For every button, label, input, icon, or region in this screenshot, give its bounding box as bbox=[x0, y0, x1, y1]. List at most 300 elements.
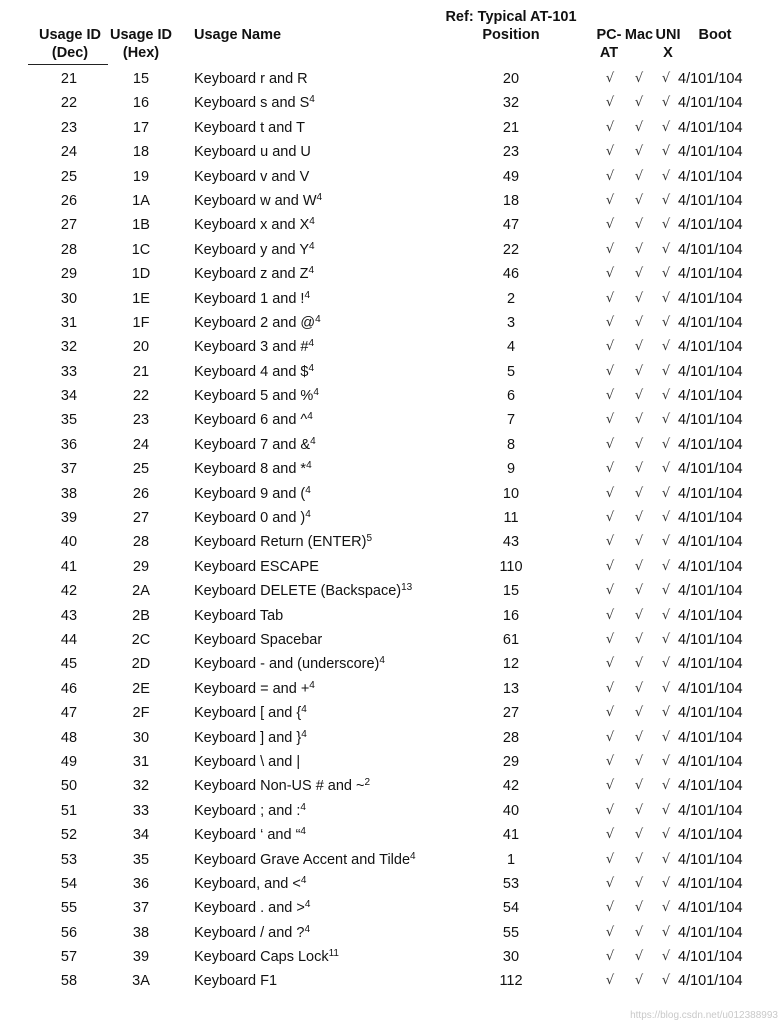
table-row bbox=[0, 677, 784, 701]
footnote-ref: 4 bbox=[304, 899, 311, 911]
usage-name-cell bbox=[194, 530, 372, 554]
usage-name-cell bbox=[194, 579, 412, 603]
table-row bbox=[0, 360, 784, 384]
boot-cell: 4/101/104 bbox=[678, 851, 743, 868]
unix-check: √ bbox=[661, 851, 671, 867]
usage-name-text: Keyboard 2 and @ bbox=[194, 314, 316, 331]
boot-cell: 4/101/104 bbox=[678, 314, 743, 331]
mac-check: √ bbox=[634, 314, 644, 330]
footnote-ref: 4 bbox=[308, 362, 315, 374]
position-cell: 12 bbox=[502, 656, 520, 673]
table-row bbox=[0, 116, 784, 140]
unix-check: √ bbox=[661, 827, 671, 843]
boot-cell: 4/101/104 bbox=[678, 388, 743, 405]
position-cell: 18 bbox=[502, 192, 520, 209]
usage-name-text: Keyboard 4 and $ bbox=[194, 363, 309, 380]
footnote-ref: 11 bbox=[328, 948, 339, 960]
position-cell: 21 bbox=[502, 119, 520, 136]
position-cell: 110 bbox=[499, 558, 523, 575]
unix-check: √ bbox=[661, 729, 671, 745]
boot-cell: 4/101/104 bbox=[678, 510, 743, 527]
position-cell: 10 bbox=[502, 485, 520, 502]
usage-id-dec-cell: 26 bbox=[60, 192, 78, 209]
mac-check: √ bbox=[634, 241, 644, 257]
usage-id-hex-cell: 34 bbox=[132, 827, 150, 844]
footnote-ref: 4 bbox=[305, 509, 311, 521]
position-cell: 112 bbox=[499, 973, 523, 990]
usage-name-cell bbox=[194, 945, 339, 969]
unix-check: √ bbox=[661, 656, 671, 672]
usage-id-dec-cell: 50 bbox=[60, 778, 78, 795]
usage-name-cell bbox=[194, 408, 313, 432]
table-row bbox=[0, 774, 784, 798]
table-row bbox=[0, 628, 784, 652]
usage-id-dec-cell: 56 bbox=[60, 924, 78, 941]
position-cell: 61 bbox=[502, 631, 520, 648]
usage-name-text: Keyboard / and ? bbox=[194, 924, 305, 941]
usage-id-hex-cell: 25 bbox=[132, 461, 150, 478]
boot-cell: 4/101/104 bbox=[678, 583, 743, 600]
header-mac: Mac bbox=[624, 27, 654, 43]
pc-at-check: √ bbox=[605, 339, 615, 355]
pc-at-check: √ bbox=[605, 949, 615, 965]
usage-id-dec-cell: 27 bbox=[60, 217, 78, 234]
position-cell: 9 bbox=[506, 461, 516, 478]
mac-check: √ bbox=[634, 949, 644, 965]
usage-name-text: Keyboard 0 and ) bbox=[194, 510, 306, 527]
boot-cell: 4/101/104 bbox=[678, 485, 743, 502]
usage-name-cell bbox=[194, 628, 322, 652]
mac-check: √ bbox=[634, 631, 644, 647]
usage-name-text: Keyboard 8 and * bbox=[194, 461, 307, 478]
usage-id-dec-cell: 46 bbox=[60, 680, 78, 697]
usage-id-dec-cell: 37 bbox=[60, 461, 78, 478]
footnote-ref: 4 bbox=[309, 94, 315, 106]
position-cell: 13 bbox=[502, 680, 520, 697]
pc-at-check: √ bbox=[605, 363, 615, 379]
header-unix-line2: X bbox=[663, 45, 673, 61]
usage-name-text: Keyboard x and X bbox=[194, 217, 310, 234]
usage-id-dec-cell: 36 bbox=[60, 436, 78, 453]
pc-at-check: √ bbox=[605, 461, 615, 477]
header-position-line2: Position bbox=[482, 27, 540, 43]
table-row bbox=[0, 701, 784, 725]
boot-cell: 4/101/104 bbox=[678, 656, 743, 673]
footnote-ref: 4 bbox=[304, 923, 311, 935]
table-row bbox=[0, 555, 784, 579]
usage-name-cell bbox=[194, 604, 283, 628]
usage-id-hex-cell: 1A bbox=[132, 192, 150, 209]
usage-id-dec-cell: 48 bbox=[60, 729, 78, 746]
unix-check: √ bbox=[661, 461, 671, 477]
usage-id-hex-cell: 1C bbox=[131, 241, 151, 258]
usage-id-hex-cell: 29 bbox=[132, 558, 150, 575]
position-cell: 23 bbox=[502, 144, 520, 161]
boot-cell: 4/101/104 bbox=[678, 144, 743, 161]
unix-check: √ bbox=[661, 314, 671, 330]
usage-id-hex-cell: 1B bbox=[132, 217, 150, 234]
boot-cell: 4/101/104 bbox=[678, 607, 743, 624]
usage-id-dec-cell: 44 bbox=[60, 631, 78, 648]
usage-id-hex-cell: 1D bbox=[131, 266, 151, 283]
usage-name-text: Keyboard . and > bbox=[194, 900, 305, 917]
usage-name-text: Keyboard y and Y bbox=[194, 241, 310, 258]
usage-name-cell bbox=[194, 969, 277, 993]
table-row bbox=[0, 799, 784, 823]
usage-id-dec-cell: 30 bbox=[60, 290, 78, 307]
unix-check: √ bbox=[661, 95, 671, 111]
usage-id-dec-cell: 21 bbox=[60, 71, 78, 87]
usage-name-text: Keyboard 5 and % bbox=[194, 388, 314, 405]
usage-name-text: Keyboard r and R bbox=[194, 71, 308, 87]
usage-name-text: Keyboard = and + bbox=[194, 680, 310, 697]
usage-id-dec-cell: 43 bbox=[60, 607, 78, 624]
usage-id-dec-cell: 33 bbox=[60, 363, 78, 380]
unix-check: √ bbox=[661, 119, 671, 135]
pc-at-check: √ bbox=[605, 314, 615, 330]
position-cell: 2 bbox=[506, 290, 516, 307]
usage-name-cell bbox=[194, 238, 315, 262]
table-row bbox=[0, 604, 784, 628]
usage-id-dec-cell: 25 bbox=[60, 168, 78, 185]
table-row bbox=[0, 872, 784, 896]
usage-name-cell bbox=[194, 652, 385, 676]
mac-check: √ bbox=[634, 339, 644, 355]
boot-cell: 4/101/104 bbox=[678, 949, 743, 966]
usage-name-text: Keyboard Tab bbox=[194, 607, 284, 624]
boot-cell: 4/101/104 bbox=[678, 71, 743, 87]
usage-id-dec-cell: 38 bbox=[60, 485, 78, 502]
usage-name-cell bbox=[194, 287, 310, 311]
usage-name-cell bbox=[194, 823, 306, 847]
usage-name-text: Keyboard w and W bbox=[194, 192, 317, 209]
footnote-ref: 4 bbox=[306, 460, 312, 472]
pc-at-check: √ bbox=[605, 290, 615, 306]
usage-name-cell bbox=[194, 726, 307, 750]
usage-id-hex-cell: 20 bbox=[132, 339, 150, 356]
table-row bbox=[0, 335, 784, 359]
usage-id-dec-cell: 42 bbox=[60, 583, 78, 600]
position-cell: 4 bbox=[506, 339, 516, 356]
usage-name-text: Keyboard s and S bbox=[194, 95, 310, 112]
footnote-ref: 4 bbox=[379, 655, 385, 667]
usage-name-cell bbox=[194, 262, 314, 286]
position-cell: 5 bbox=[506, 363, 516, 380]
boot-cell: 4/101/104 bbox=[678, 461, 743, 478]
usage-id-dec-cell: 28 bbox=[60, 241, 78, 258]
unix-check: √ bbox=[661, 485, 671, 501]
usage-id-dec-cell: 47 bbox=[60, 705, 78, 722]
boot-cell: 4/101/104 bbox=[678, 241, 743, 258]
position-cell: 43 bbox=[502, 534, 520, 551]
unix-check: √ bbox=[661, 607, 671, 623]
mac-check: √ bbox=[634, 461, 644, 477]
usage-id-hex-cell: 17 bbox=[132, 119, 150, 136]
footnote-ref: 4 bbox=[316, 191, 323, 203]
mac-check: √ bbox=[634, 656, 644, 672]
boot-cell: 4/101/104 bbox=[678, 875, 743, 892]
position-cell: 40 bbox=[502, 802, 520, 819]
table-row bbox=[0, 140, 784, 164]
pc-at-check: √ bbox=[605, 607, 615, 623]
usage-name-cell bbox=[194, 311, 321, 335]
usage-name-cell bbox=[194, 799, 306, 823]
usage-id-hex-cell: 28 bbox=[132, 534, 150, 551]
boot-cell: 4/101/104 bbox=[678, 412, 743, 429]
usage-name-text: Keyboard F1 bbox=[194, 973, 278, 990]
mac-check: √ bbox=[634, 900, 644, 916]
header-usage-id-dec bbox=[30, 26, 110, 62]
usage-id-hex-cell: 15 bbox=[132, 71, 150, 87]
mac-check: √ bbox=[634, 827, 644, 843]
header-position bbox=[435, 8, 587, 44]
table-row bbox=[0, 165, 784, 189]
pc-at-check: √ bbox=[605, 412, 615, 428]
mac-check: √ bbox=[634, 802, 644, 818]
usage-name-cell bbox=[194, 555, 319, 579]
usage-name-text: Keyboard u and U bbox=[194, 144, 311, 161]
mac-check: √ bbox=[634, 510, 644, 526]
position-cell: 16 bbox=[502, 607, 520, 624]
mac-check: √ bbox=[634, 168, 644, 184]
usage-id-dec-cell: 51 bbox=[60, 802, 78, 819]
position-cell: 54 bbox=[502, 900, 520, 917]
mac-check: √ bbox=[634, 290, 644, 306]
header-pc-at bbox=[592, 26, 626, 62]
usage-id-dec-cell: 57 bbox=[60, 949, 78, 966]
unix-check: √ bbox=[661, 412, 671, 428]
position-cell: 47 bbox=[502, 217, 520, 234]
usage-name-cell bbox=[194, 213, 315, 237]
boot-cell: 4/101/104 bbox=[678, 753, 743, 770]
usage-id-dec-cell: 32 bbox=[60, 339, 78, 356]
pc-at-check: √ bbox=[605, 388, 615, 404]
usage-id-hex-cell: 21 bbox=[132, 363, 150, 380]
header-usage-id-dec-line2: (Dec) bbox=[51, 45, 89, 61]
boot-cell: 4/101/104 bbox=[678, 680, 743, 697]
usage-name-text: Keyboard ‘ and “ bbox=[194, 827, 301, 844]
usage-name-cell bbox=[194, 91, 315, 115]
mac-check: √ bbox=[634, 680, 644, 696]
mac-check: √ bbox=[634, 217, 644, 233]
table-row bbox=[0, 530, 784, 554]
mac-check: √ bbox=[634, 412, 644, 428]
usage-name-text: Keyboard 6 and ^ bbox=[194, 412, 308, 429]
table-row bbox=[0, 848, 784, 872]
boot-cell: 4/101/104 bbox=[678, 217, 743, 234]
position-cell: 42 bbox=[502, 778, 520, 795]
mac-check: √ bbox=[634, 875, 644, 891]
usage-id-hex-cell: 2E bbox=[132, 680, 150, 697]
boot-cell: 4/101/104 bbox=[678, 290, 743, 307]
position-cell: 55 bbox=[502, 924, 520, 941]
mac-check: √ bbox=[634, 924, 644, 940]
usage-id-hex-cell: 22 bbox=[132, 388, 150, 405]
header-usage-id-hex bbox=[101, 26, 181, 62]
boot-cell: 4/101/104 bbox=[678, 631, 743, 648]
unix-check: √ bbox=[661, 388, 671, 404]
footnote-ref: 4 bbox=[304, 289, 311, 301]
table-row bbox=[0, 896, 784, 920]
unix-check: √ bbox=[661, 875, 671, 891]
footnote-ref: 4 bbox=[315, 313, 321, 325]
usage-name-text: Keyboard [ and { bbox=[194, 705, 302, 722]
boot-cell: 4/101/104 bbox=[678, 363, 743, 380]
usage-name-cell bbox=[194, 189, 322, 213]
mac-check: √ bbox=[634, 851, 644, 867]
usage-id-dec-cell: 24 bbox=[60, 144, 78, 161]
table-row bbox=[0, 823, 784, 847]
watermark: https://blog.csdn.net/u012388993 bbox=[630, 1010, 778, 1021]
position-cell: 7 bbox=[506, 412, 516, 429]
usage-name-cell bbox=[194, 774, 370, 798]
position-cell: 6 bbox=[506, 388, 516, 405]
position-cell: 53 bbox=[502, 875, 520, 892]
table-row bbox=[0, 579, 784, 603]
position-cell: 22 bbox=[502, 241, 520, 258]
header-boot: Boot bbox=[698, 27, 732, 43]
usage-name-text: Keyboard v and V bbox=[194, 168, 310, 185]
table-row bbox=[0, 67, 784, 91]
usage-name-text: Keyboard Grave Accent and Tilde bbox=[194, 851, 411, 868]
footnote-ref: 4 bbox=[309, 216, 315, 228]
unix-check: √ bbox=[661, 900, 671, 916]
unix-check: √ bbox=[661, 778, 671, 794]
footnote-ref: 4 bbox=[308, 265, 315, 277]
table-row bbox=[0, 433, 784, 457]
usage-name-cell bbox=[194, 872, 306, 896]
table-row bbox=[0, 969, 784, 993]
pc-at-check: √ bbox=[605, 558, 615, 574]
unix-check: √ bbox=[661, 363, 671, 379]
usage-name-cell bbox=[194, 677, 315, 701]
footnote-ref: 5 bbox=[366, 533, 373, 545]
unix-check: √ bbox=[661, 217, 671, 233]
footnote-ref: 13 bbox=[401, 582, 413, 594]
usage-name-cell bbox=[194, 506, 311, 530]
pc-at-check: √ bbox=[605, 95, 615, 111]
table-row bbox=[0, 652, 784, 676]
usage-id-hex-cell: 37 bbox=[132, 900, 150, 917]
pc-at-check: √ bbox=[605, 680, 615, 696]
mac-check: √ bbox=[634, 583, 644, 599]
boot-cell: 4/101/104 bbox=[678, 900, 743, 917]
unix-check: √ bbox=[661, 339, 671, 355]
footnote-ref: 4 bbox=[305, 484, 311, 496]
unix-check: √ bbox=[661, 973, 671, 989]
table-row bbox=[0, 408, 784, 432]
mac-check: √ bbox=[634, 144, 644, 160]
unix-check: √ bbox=[661, 266, 671, 282]
mac-check: √ bbox=[634, 973, 644, 989]
table-row bbox=[0, 384, 784, 408]
mac-check: √ bbox=[634, 729, 644, 745]
usage-id-hex-cell: 39 bbox=[132, 949, 150, 966]
mac-check: √ bbox=[634, 192, 644, 208]
unix-check: √ bbox=[661, 241, 671, 257]
pc-at-check: √ bbox=[605, 778, 615, 794]
table-row bbox=[0, 262, 784, 286]
mac-check: √ bbox=[634, 119, 644, 135]
usage-name-cell bbox=[194, 750, 300, 774]
usage-name-cell bbox=[194, 67, 308, 91]
boot-cell: 4/101/104 bbox=[678, 558, 743, 575]
pc-at-check: √ bbox=[605, 729, 615, 745]
pc-at-check: √ bbox=[605, 924, 615, 940]
pc-at-check: √ bbox=[605, 802, 615, 818]
unix-check: √ bbox=[661, 144, 671, 160]
boot-cell: 4/101/104 bbox=[678, 266, 743, 283]
footnote-ref: 4 bbox=[310, 435, 316, 447]
unix-check: √ bbox=[661, 192, 671, 208]
unix-check: √ bbox=[661, 949, 671, 965]
boot-cell: 4/101/104 bbox=[678, 827, 743, 844]
boot-cell: 4/101/104 bbox=[678, 436, 743, 453]
usage-id-dec-cell: 41 bbox=[60, 558, 78, 575]
mac-check: √ bbox=[634, 436, 644, 452]
unix-check: √ bbox=[661, 802, 671, 818]
usage-id-dec-cell: 34 bbox=[60, 388, 78, 405]
position-cell: 11 bbox=[503, 510, 519, 527]
boot-cell: 4/101/104 bbox=[678, 534, 743, 551]
header-unix-line1: UNI bbox=[655, 27, 681, 43]
usage-name-cell bbox=[194, 335, 314, 359]
table-row bbox=[0, 91, 784, 115]
usage-name-cell bbox=[194, 116, 305, 140]
header-usage-name: Usage Name bbox=[194, 27, 282, 43]
usage-id-dec-cell: 35 bbox=[60, 412, 78, 429]
table-row bbox=[0, 311, 784, 335]
mac-check: √ bbox=[634, 778, 644, 794]
pc-at-check: √ bbox=[605, 631, 615, 647]
usage-name-text: Keyboard ESCAPE bbox=[194, 558, 319, 575]
header-unix bbox=[653, 26, 683, 62]
usage-id-hex-cell: 1F bbox=[132, 314, 150, 331]
footnote-ref: 2 bbox=[364, 777, 371, 789]
boot-cell: 4/101/104 bbox=[678, 973, 743, 990]
usage-id-hex-cell: 32 bbox=[132, 778, 150, 795]
footnote-ref: 4 bbox=[300, 826, 306, 838]
unix-check: √ bbox=[661, 534, 671, 550]
pc-at-check: √ bbox=[605, 534, 615, 550]
pc-at-check: √ bbox=[605, 583, 615, 599]
pc-at-check: √ bbox=[605, 753, 615, 769]
usage-name-text: Keyboard 9 and ( bbox=[194, 485, 306, 502]
usage-id-dec-cell: 31 bbox=[60, 314, 78, 331]
footnote-ref: 4 bbox=[301, 728, 307, 740]
pc-at-check: √ bbox=[605, 656, 615, 672]
usage-name-text: Keyboard Spacebar bbox=[194, 631, 323, 648]
usage-id-dec-cell: 45 bbox=[60, 656, 78, 673]
header-usage-id-dec-line1: Usage ID bbox=[38, 27, 102, 43]
position-cell: 15 bbox=[502, 583, 520, 600]
usage-id-dec-cell: 55 bbox=[60, 900, 78, 917]
footnote-ref: 4 bbox=[309, 240, 315, 252]
usage-id-dec-cell: 40 bbox=[60, 534, 78, 551]
header-pc-at-line2: AT bbox=[599, 45, 619, 61]
unix-check: √ bbox=[661, 705, 671, 721]
unix-check: √ bbox=[661, 168, 671, 184]
footnote-ref: 4 bbox=[410, 850, 416, 862]
boot-cell: 4/101/104 bbox=[678, 705, 743, 722]
footnote-ref: 4 bbox=[300, 801, 306, 813]
pc-at-check: √ bbox=[605, 192, 615, 208]
footnote-ref: 4 bbox=[301, 704, 307, 716]
position-cell: 30 bbox=[502, 949, 520, 966]
usage-name-cell bbox=[194, 848, 416, 872]
table-row bbox=[0, 506, 784, 530]
pc-at-check: √ bbox=[605, 485, 615, 501]
